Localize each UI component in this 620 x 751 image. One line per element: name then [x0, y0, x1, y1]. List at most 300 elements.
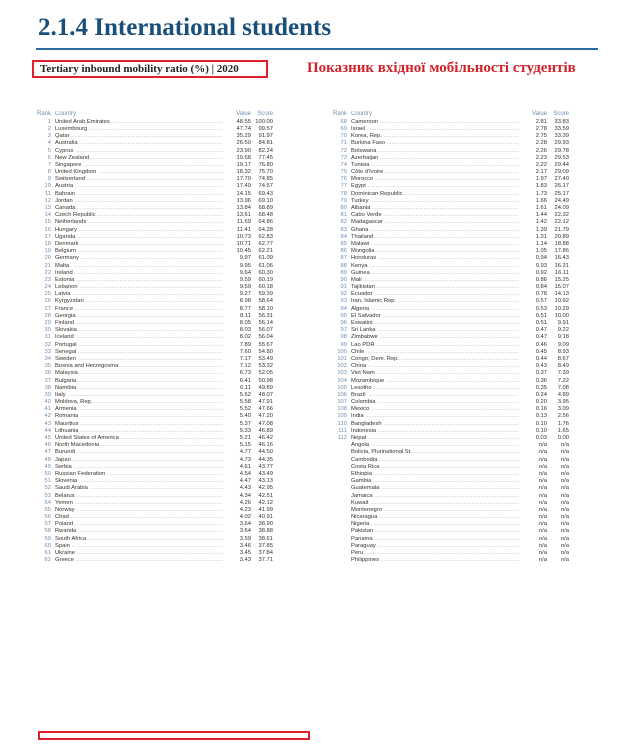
rank-cell: 72 — [340, 147, 347, 154]
table-row — [37, 233, 273, 240]
country-header: Country — [351, 110, 373, 117]
value-cell: 9.64 — [239, 269, 251, 276]
score-cell: 20.89 — [554, 233, 569, 240]
section-heading — [38, 14, 331, 42]
score-cell: 56.04 — [258, 334, 273, 341]
country-cell: Guatemala ..... — [351, 485, 519, 491]
country-cell: Korea, Rep. ..... — [351, 133, 519, 139]
table-row — [37, 262, 273, 269]
value-cell: 4.43 — [239, 485, 251, 492]
country-cell: Ukraine ..... — [55, 550, 223, 556]
rank-cell: 48 — [44, 456, 51, 463]
value-cell: 5.62 — [239, 391, 251, 398]
country-cell: United Kingdom ..... — [55, 169, 223, 175]
rank-cell: 19 — [44, 248, 51, 255]
country-cell: Congo, Dem. Rep. ..... — [351, 356, 519, 362]
rank-cell: 13 — [44, 205, 51, 212]
table-row — [333, 420, 569, 427]
rank-cell: 5 — [47, 147, 51, 154]
table-row — [37, 348, 273, 355]
value-cell: 8.03 — [239, 327, 251, 334]
country-cell: Australia ..... — [55, 140, 223, 146]
value-cell: 13.96 — [236, 197, 251, 204]
score-cell: 100.00 — [255, 118, 273, 125]
country-cell: Cambodia ..... — [351, 457, 519, 463]
score-cell: 60.18 — [258, 284, 273, 291]
table-row — [37, 557, 273, 564]
table-row — [37, 334, 273, 341]
country-cell: Colombia ..... — [351, 399, 519, 405]
table-row — [333, 557, 569, 564]
country-cell: Burkina Faso ..... — [351, 140, 519, 146]
score-cell: 55.67 — [258, 341, 273, 348]
table-row — [37, 406, 273, 413]
rank-cell: 44 — [44, 427, 51, 434]
table-row — [37, 183, 273, 190]
value-cell: 5.58 — [239, 399, 251, 406]
rank-cell: 108 — [337, 406, 347, 413]
score-cell: 38.90 — [258, 521, 273, 528]
table-row — [333, 542, 569, 549]
score-cell: 29.78 — [554, 147, 569, 154]
value-cell: 0.10 — [535, 427, 547, 434]
table-row — [37, 248, 273, 255]
country-cell: Eswatini ..... — [351, 320, 519, 326]
table-row — [333, 255, 569, 262]
value-cell: 0.86 — [535, 276, 547, 283]
table-row — [37, 434, 273, 441]
value-cell: 0.53 — [535, 305, 547, 312]
country-cell: Dominican Republic ..... — [351, 191, 519, 197]
rank-cell: 33 — [44, 348, 51, 355]
table-row — [333, 226, 569, 233]
country-cell: Rwanda ..... — [55, 528, 223, 534]
score-cell: 46.42 — [258, 435, 273, 442]
value-cell: n/a — [538, 449, 547, 456]
country-cell: Uganda ..... — [55, 234, 223, 240]
country-cell: Algeria ..... — [351, 306, 519, 312]
country-cell: New Zealand ..... — [55, 155, 223, 161]
value-cell: 0.37 — [535, 370, 547, 377]
table-row — [333, 391, 569, 398]
value-cell: n/a — [538, 499, 547, 506]
table-row — [37, 470, 273, 477]
table-row — [333, 370, 569, 377]
rank-cell: 52 — [44, 485, 51, 492]
country-cell: Kyrgyzstan ..... — [55, 298, 223, 304]
country-cell: Italy ..... — [55, 392, 223, 398]
country-cell: Senegal ..... — [55, 349, 223, 355]
table-row — [37, 133, 273, 140]
table-row — [37, 327, 273, 334]
country-cell: Burundi ..... — [55, 449, 223, 455]
table-row — [333, 276, 569, 283]
country-cell: Pakistan ..... — [351, 528, 519, 534]
rank-cell: 41 — [44, 406, 51, 413]
value-cell: n/a — [538, 557, 547, 564]
score-cell: 33.39 — [554, 133, 569, 140]
rank-cell: 71 — [340, 140, 347, 147]
score-cell: 60.30 — [258, 269, 273, 276]
value-cell: 5.37 — [239, 420, 251, 427]
country-cell: Denmark ..... — [55, 241, 223, 247]
rank-cell: 34 — [44, 355, 51, 362]
heading-rule — [36, 48, 598, 50]
country-cell: Thailand ..... — [351, 234, 519, 240]
table-row — [333, 363, 569, 370]
table-row — [37, 478, 273, 485]
country-cell: Lao PDR ..... — [351, 342, 519, 348]
value-cell: 1.39 — [535, 226, 547, 233]
rank-cell: 53 — [44, 492, 51, 499]
rank-cell: 104 — [337, 377, 347, 384]
table-row — [37, 442, 273, 449]
score-cell: n/a — [560, 499, 569, 506]
score-cell: 7.22 — [557, 377, 569, 384]
score-cell: 40.91 — [258, 514, 273, 521]
country-cell: Belgium ..... — [55, 248, 223, 254]
table-row — [333, 478, 569, 485]
country-cell: Angola ..... — [351, 442, 519, 448]
score-cell: 62.77 — [258, 240, 273, 247]
rank-cell: 70 — [340, 133, 347, 140]
score-cell: 3.95 — [557, 399, 569, 406]
country-cell: Greece ..... — [55, 557, 223, 563]
score-cell: 7.39 — [557, 370, 569, 377]
country-cell: Canada ..... — [55, 205, 223, 211]
rank-cell: 47 — [44, 449, 51, 456]
value-cell: 1.66 — [535, 197, 547, 204]
country-cell: Nepal ..... — [351, 435, 519, 441]
value-cell: 1.61 — [535, 205, 547, 212]
score-cell: 37.85 — [258, 542, 273, 549]
score-cell: 56.14 — [258, 320, 273, 327]
score-cell: 75.70 — [258, 169, 273, 176]
value-cell: 14.15 — [236, 190, 251, 197]
country-cell: Philippines ..... — [351, 557, 519, 563]
country-cell: Saudi Arabia ..... — [55, 485, 223, 491]
country-cell: Poland ..... — [55, 521, 223, 527]
rank-cell: 100 — [337, 348, 347, 355]
rank-cell: 81 — [340, 212, 347, 219]
country-cell: Jordan ..... — [55, 198, 223, 204]
table-row — [37, 312, 273, 319]
rank-header: Rank — [333, 110, 348, 117]
value-cell: 5.40 — [239, 413, 251, 420]
score-header: Score — [257, 110, 273, 117]
rank-cell: 31 — [44, 334, 51, 341]
table-row — [333, 514, 569, 521]
table-row — [37, 449, 273, 456]
country-cell: Malta ..... — [55, 263, 223, 269]
country-cell: Nicaragua ..... — [351, 514, 519, 520]
score-cell: 44.50 — [258, 449, 273, 456]
value-cell: 4.54 — [239, 470, 251, 477]
score-cell: 60.19 — [258, 276, 273, 283]
score-cell: 9.18 — [557, 334, 569, 341]
table-row — [37, 463, 273, 470]
table-row — [37, 284, 273, 291]
rank-cell: 40 — [44, 399, 51, 406]
rank-cell: 4 — [47, 140, 51, 147]
score-cell: 84.81 — [258, 140, 273, 147]
table-body-right — [333, 118, 569, 564]
table-row — [37, 240, 273, 247]
value-cell: 0.51 — [535, 312, 547, 319]
rank-cell: 89 — [340, 269, 347, 276]
rank-cell: 57 — [44, 521, 51, 528]
rank-cell: 20 — [44, 255, 51, 262]
table-row — [333, 248, 569, 255]
score-cell: 91.97 — [258, 133, 273, 140]
score-cell: 77.45 — [258, 154, 273, 161]
score-cell: 25.17 — [554, 190, 569, 197]
value-cell: n/a — [538, 442, 547, 449]
country-cell: North Macedonia ..... — [55, 442, 223, 448]
table-row — [333, 169, 569, 176]
value-cell: 1.83 — [535, 183, 547, 190]
rank-cell: 39 — [44, 391, 51, 398]
country-cell: Ireland ..... — [55, 270, 223, 276]
country-cell: Tajikistan ..... — [351, 284, 519, 290]
table-row — [333, 118, 569, 125]
score-cell: 82.24 — [258, 147, 273, 154]
country-cell: Qatar ..... — [55, 133, 223, 139]
table-row — [333, 312, 569, 319]
country-cell: Zimbabwe ..... — [351, 334, 519, 340]
rank-cell: 94 — [340, 305, 347, 312]
table-row — [37, 413, 273, 420]
rank-cell: 58 — [44, 528, 51, 535]
table-row — [37, 399, 273, 406]
rank-cell: 85 — [340, 240, 347, 247]
table-row — [333, 377, 569, 384]
score-cell: 29.09 — [554, 169, 569, 176]
score-cell: 49.89 — [258, 384, 273, 391]
country-cell: Ecuador ..... — [351, 291, 519, 297]
table-row — [37, 542, 273, 549]
rank-cell: 79 — [340, 197, 347, 204]
value-cell: 19.68 — [236, 154, 251, 161]
country-cell: Albania ..... — [351, 205, 519, 211]
table-row — [333, 291, 569, 298]
table-header — [37, 110, 273, 117]
country-cell: Montenegro ..... — [351, 507, 519, 513]
country-cell: Luxembourg ..... — [55, 126, 223, 132]
score-cell: 56.31 — [258, 312, 273, 319]
table-row — [333, 427, 569, 434]
rank-cell: 69 — [340, 125, 347, 132]
value-cell: 0.45 — [535, 348, 547, 355]
score-cell: 74.57 — [258, 183, 273, 190]
table-row — [333, 341, 569, 348]
score-cell: 22.12 — [554, 219, 569, 226]
table-row — [37, 363, 273, 370]
score-cell: 43.49 — [258, 470, 273, 477]
table-row — [37, 355, 273, 362]
score-cell: 74.85 — [258, 176, 273, 183]
score-cell: n/a — [560, 470, 569, 477]
value-cell: 1.42 — [535, 219, 547, 226]
table-row — [37, 212, 273, 219]
score-cell: 2.56 — [557, 413, 569, 420]
value-cell: 0.35 — [535, 384, 547, 391]
country-cell: Ethiopia ..... — [351, 471, 519, 477]
score-cell: 24.09 — [554, 205, 569, 212]
table-row — [37, 427, 273, 434]
rank-cell: 17 — [44, 233, 51, 240]
country-cell: Honduras ..... — [351, 255, 519, 261]
rank-cell: 99 — [340, 341, 347, 348]
value-cell: 0.92 — [535, 269, 547, 276]
table-row — [37, 341, 273, 348]
rank-cell: 26 — [44, 298, 51, 305]
value-cell: n/a — [538, 521, 547, 528]
value-cell: 1.97 — [535, 176, 547, 183]
value-cell: 2.28 — [535, 140, 547, 147]
country-cell: Mongolia ..... — [351, 248, 519, 254]
score-cell: 17.86 — [554, 248, 569, 255]
table-row — [333, 154, 569, 161]
country-cell: Cameroon ..... — [351, 119, 519, 125]
table-row — [333, 499, 569, 506]
country-cell: Malawi ..... — [351, 241, 519, 247]
country-cell: France ..... — [55, 306, 223, 312]
table-row — [37, 492, 273, 499]
rank-cell: 21 — [44, 262, 51, 269]
rank-cell: 93 — [340, 298, 347, 305]
country-cell: Guinea ..... — [351, 270, 519, 276]
value-cell: 8.02 — [239, 334, 251, 341]
rank-cell: 10 — [44, 183, 51, 190]
country-cell: Switzerland ..... — [55, 176, 223, 182]
score-cell: 4.89 — [557, 391, 569, 398]
score-cell: 62.21 — [258, 248, 273, 255]
section-title: International students — [94, 14, 332, 41]
rank-cell: 98 — [340, 334, 347, 341]
rank-cell: 83 — [340, 226, 347, 233]
table-row — [333, 147, 569, 154]
value-cell: 0.47 — [535, 334, 547, 341]
table-row — [333, 233, 569, 240]
value-cell: 0.10 — [535, 420, 547, 427]
table-row — [333, 298, 569, 305]
value-cell: 8.98 — [239, 298, 251, 305]
score-cell: 15.07 — [554, 284, 569, 291]
value-cell: 10.71 — [236, 240, 251, 247]
value-cell: 1.44 — [535, 212, 547, 219]
value-cell: 0.46 — [535, 341, 547, 348]
country-cell: Germany ..... — [55, 255, 223, 261]
score-cell: 58.10 — [258, 305, 273, 312]
table-row — [333, 463, 569, 470]
country-cell: Bulgaria ..... — [55, 378, 223, 384]
value-cell: 1.31 — [535, 233, 547, 240]
value-cell: 5.15 — [239, 442, 251, 449]
country-cell: Georgia ..... — [55, 313, 223, 319]
country-cell: Bolivia, Plurinational St. ..... — [351, 449, 519, 455]
table-row — [37, 176, 273, 183]
score-cell: 0.00 — [557, 435, 569, 442]
country-cell: Malaysia ..... — [55, 370, 223, 376]
value-cell: 2.23 — [535, 154, 547, 161]
rank-cell: 29 — [44, 320, 51, 327]
value-header: Value — [236, 110, 251, 117]
value-cell: 7.17 — [239, 355, 251, 362]
value-cell: 4.34 — [239, 492, 251, 499]
rank-cell: 6 — [47, 154, 51, 161]
country-cell: Netherlands ..... — [55, 219, 223, 225]
rank-cell: 95 — [340, 312, 347, 319]
rank-cell: 90 — [340, 276, 347, 283]
score-cell: 69.43 — [258, 190, 273, 197]
value-cell: 3.64 — [239, 521, 251, 528]
rank-cell: 2 — [47, 125, 51, 132]
country-cell: Serbia ..... — [55, 464, 223, 470]
table-row — [333, 384, 569, 391]
value-cell: 2.81 — [535, 118, 547, 125]
country-cell: Armenia ..... — [55, 406, 223, 412]
table-row — [333, 305, 569, 312]
score-cell: 27.40 — [554, 176, 569, 183]
country-header: Country — [55, 110, 77, 117]
country-cell: Cabo Verde ..... — [351, 212, 519, 218]
score-cell: 42.95 — [258, 485, 273, 492]
rank-cell: 102 — [337, 363, 347, 370]
country-cell: Slovakia ..... — [55, 327, 223, 333]
value-cell: n/a — [538, 550, 547, 557]
country-cell: Egypt ..... — [351, 183, 519, 189]
score-cell: 38.88 — [258, 528, 273, 535]
score-cell: 41.99 — [258, 506, 273, 513]
table-row — [333, 240, 569, 247]
value-cell: 9.59 — [239, 276, 251, 283]
table-row — [333, 190, 569, 197]
score-cell: 61.09 — [258, 255, 273, 262]
rank-cell: 107 — [337, 399, 347, 406]
rank-cell: 91 — [340, 284, 347, 291]
value-cell: 11.69 — [236, 219, 251, 226]
table-row — [333, 528, 569, 535]
score-cell: n/a — [560, 521, 569, 528]
value-cell: 0.78 — [535, 291, 547, 298]
value-cell: 47.74 — [236, 125, 251, 132]
rank-cell: 75 — [340, 169, 347, 176]
rank-cell: 18 — [44, 240, 51, 247]
table-row — [333, 442, 569, 449]
country-cell: Bahrain ..... — [55, 191, 223, 197]
score-cell: n/a — [560, 478, 569, 485]
table-row — [333, 434, 569, 441]
value-cell: 1.14 — [535, 240, 547, 247]
value-cell: 13.84 — [236, 205, 251, 212]
table-row — [37, 197, 273, 204]
value-cell: 4.73 — [239, 456, 251, 463]
table-row — [37, 549, 273, 556]
country-cell: Austria ..... — [55, 183, 223, 189]
table-row — [37, 499, 273, 506]
score-cell: 69.10 — [258, 197, 273, 204]
rank-cell: 55 — [44, 506, 51, 513]
country-cell: India ..... — [351, 413, 519, 419]
score-cell: 68.89 — [258, 205, 273, 212]
value-cell: n/a — [538, 463, 547, 470]
table-row — [333, 399, 569, 406]
table-row — [333, 485, 569, 492]
score-cell: 33.59 — [554, 125, 569, 132]
rank-cell: 42 — [44, 413, 51, 420]
score-cell: 21.79 — [554, 226, 569, 233]
